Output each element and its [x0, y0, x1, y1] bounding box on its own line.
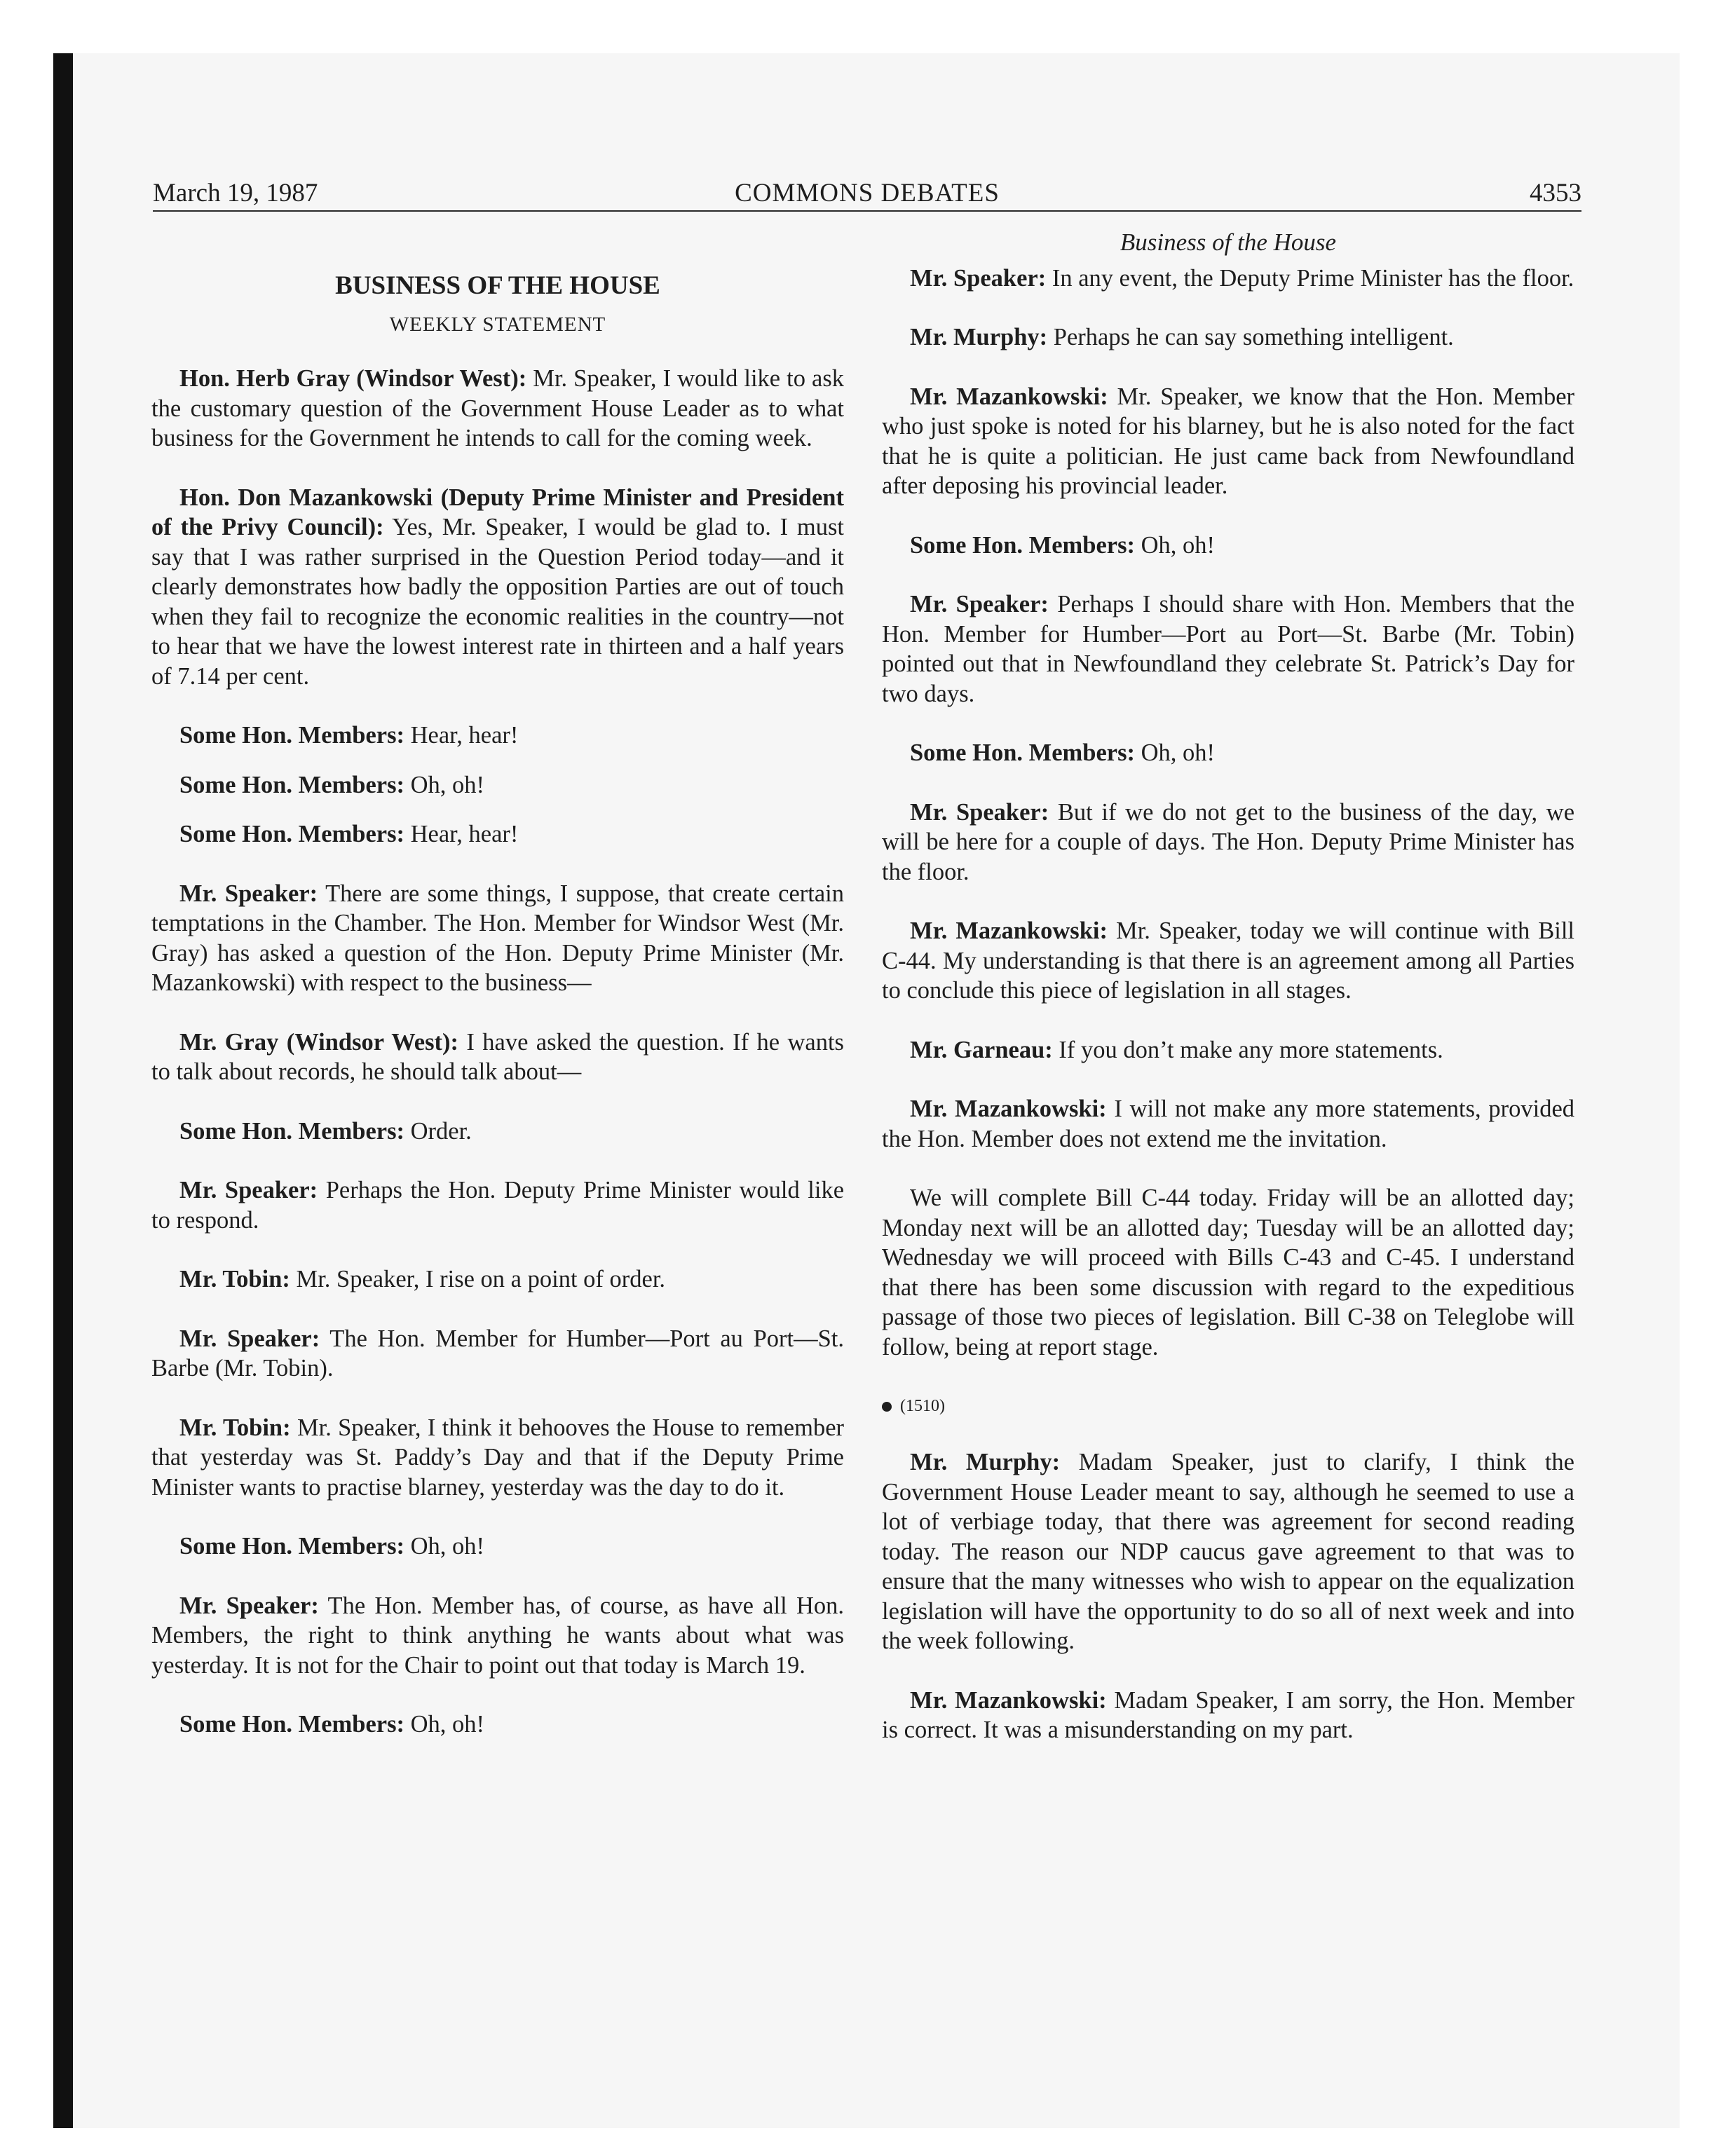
speech-paragraph [151, 1591, 844, 1681]
left-paragraphs [151, 364, 844, 1740]
speech-paragraph [151, 1710, 844, 1740]
speaker-name: Some Hon. Members: [179, 1533, 404, 1560]
left-column [151, 228, 844, 1769]
speech-paragraph [882, 1035, 1574, 1065]
header-title: COMMONS DEBATES [735, 179, 1000, 207]
speaker-name: Some Hon. Members: [179, 722, 404, 749]
speaker-name: Hon. Don Mazankowski (Deputy Prime Minister and President of the Privy Council): [151, 484, 844, 540]
speech-text: Mr. Speaker, today we will continue with Bill C-44. My understanding is that there is an agreement among all Parties to conclude this piece of legislation in all stages. [882, 917, 1574, 1004]
speaker-name: Mr. Murphy: [910, 1449, 1061, 1475]
speech-text: Mr. Speaker, I think it behooves the House to remember that yesterday was St. Paddy’s Day and that if the Deputy Prime Minister wants to practise blarney, yesterday was the day to do it. [151, 1414, 845, 1501]
speaker-name: Mr. Garneau: [910, 1036, 1053, 1063]
time-marker-text: (1510) [900, 1397, 945, 1415]
speech-paragraph [151, 1117, 844, 1147]
speech-paragraph [882, 1183, 1574, 1362]
speech-text: But if we do not get to the business of the day, we will be here for a couple of days. The Hon. Deputy Prime Minister has the floor. [882, 798, 1575, 885]
speech-paragraph [882, 1094, 1574, 1154]
running-head: Business of the House [1120, 228, 1337, 256]
speech-text: Perhaps I should share with Hon. Members that the Hon. Member for Humber—Port au Port—St. Barbe (Mr. Tobin) pointed out that in Newfoundland they celebrate St. Patrick’s Day for two days. [882, 591, 1575, 707]
speech-paragraph [151, 1531, 844, 1562]
section-subtitle: WEEKLY STATEMENT [389, 313, 606, 336]
speech-paragraph [882, 531, 1574, 561]
speech-paragraph [882, 1686, 1574, 1745]
speaker-name: Some Hon. Members: [179, 771, 404, 798]
speech-text: I have asked the question. If he wants to talk about records, he should talk about— [151, 1028, 844, 1085]
speech-paragraph [151, 483, 844, 692]
speech-paragraph [151, 819, 844, 850]
speaker-name: Mr. Mazankowski: [910, 1096, 1107, 1122]
speech-text: Oh, oh! [410, 1711, 485, 1738]
speaker-name: Some Hon. Members: [179, 1711, 404, 1738]
speaker-name: Mr. Tobin: [179, 1266, 290, 1292]
speech-text: I will not make any more statements, provided the Hon. Member does not extend me the invitation. [882, 1096, 1575, 1152]
speech-text: The Hon. Member for Humber—Port au Port—St. Barbe (Mr. Tobin). [151, 1325, 844, 1381]
speaker-name: Mr. Mazankowski: [910, 383, 1108, 410]
binding-edge [53, 53, 73, 2128]
speech-paragraph [151, 879, 844, 998]
speech-paragraph [151, 1324, 844, 1384]
speaker-name: Mr. Speaker: [910, 591, 1049, 618]
speaker-name: Some Hon. Members: [910, 531, 1135, 559]
speaker-name: Some Hon. Members: [910, 739, 1135, 766]
section-title: BUSINESS OF THE HOUSE [335, 271, 660, 300]
speaker-name: Mr. Speaker: [179, 1325, 320, 1352]
speech-text: Oh, oh! [410, 1533, 485, 1560]
speech-text: Yes, Mr. Speaker, I would be glad to. I must say that I was rather surprised in the Question Period today—and it clearly demonstrates how badly the opposition Parties are out of touch when they fail to recognize the economic realities in the country—not to hear that we have the lowest interest rate in thirteen and a half years of 7.14 per cent. [151, 514, 844, 690]
page-header [153, 177, 1581, 212]
speech-paragraph [151, 1413, 844, 1503]
speech-text: Oh, oh! [410, 771, 485, 798]
speech-text: Mr. Speaker, we know that the Hon. Member who just spoke is noted for his blarney, but he is also noted for the fact that he is quite a politician. He just came back from Newfoundland after deposing his provincial leader. [882, 383, 1575, 499]
time-marker [882, 1391, 1574, 1421]
header-date: March 19, 1987 [153, 179, 318, 207]
speech-text: Madam Speaker, I am sorry, the Hon. Member is correct. It was a misunderstanding on my part. [882, 1686, 1574, 1743]
speech-text: Perhaps he can say something intelligent. [1053, 324, 1454, 350]
speech-paragraph [151, 721, 844, 751]
speech-text: Madam Speaker, just to clarify, I think the Government House Leader meant to say, although he seemed to use a lot of verbiage today, that there was agreement for second reading today. The reason our NDP caucus gave agreement to that was to ensure that the many witnesses who wish to appear on the equalization legislation will have the opportunity to do so all of next week and into the week following. [882, 1449, 1574, 1654]
speech-paragraph [151, 1028, 844, 1087]
speaker-name: Some Hon. Members: [179, 821, 404, 847]
speaker-name: Mr. Gray (Windsor West): [179, 1028, 459, 1056]
speaker-name: Mr. Speaker: [910, 264, 1047, 292]
speech-paragraph [151, 1264, 844, 1295]
speech-text: The Hon. Member has, of course, as have all Hon. Members, the right to think anything he wants about what was yesterday. It is not for the Chair to point out that today is March 19. [151, 1592, 844, 1679]
speaker-name: Mr. Mazankowski: [910, 917, 1108, 944]
speech-text: Hear, hear! [410, 722, 519, 749]
speech-text: Mr. Speaker, I would like to ask the customary question of the Government House Leader as to what business for the Government he intends to call for the coming week. [151, 365, 845, 451]
speaker-name: Mr. Tobin: [179, 1414, 291, 1441]
header-page-number: 4353 [1530, 179, 1581, 207]
speaker-name: Mr. Speaker: [179, 1592, 319, 1619]
speaker-name: Mr. Mazankowski: [910, 1686, 1107, 1714]
right-paragraphs-a [882, 264, 1574, 1363]
speaker-name: Hon. Herb Gray (Windsor West): [179, 365, 527, 392]
speech-paragraph [882, 916, 1574, 1006]
speech-text: Oh, oh! [1141, 739, 1216, 766]
speech-text: In any event, the Deputy Prime Minister has the floor. [1052, 264, 1574, 292]
speech-paragraph [882, 738, 1574, 768]
speech-paragraph [882, 322, 1574, 353]
speech-text: Perhaps the Hon. Deputy Prime Minister would like to respond. [151, 1177, 845, 1234]
speech-text: Hear, hear! [410, 821, 519, 847]
speech-paragraph [882, 1447, 1574, 1656]
speech-paragraph [151, 1175, 844, 1235]
right-column [882, 228, 1574, 1775]
speech-text: There are some things, I suppose, that create certain temptations in the Chamber. The Hon. Member for Windsor West (Mr. Gray) has asked a question of the Hon. Deputy Prime Minister (Mr. Mazankowski) with respect to the business— [151, 880, 844, 996]
speech-paragraph [151, 770, 844, 800]
speaker-name: Mr. Speaker: [910, 798, 1049, 826]
speech-paragraph [882, 382, 1574, 501]
speaker-name: Mr. Murphy: [910, 324, 1048, 350]
speaker-name: Some Hon. Members: [179, 1117, 404, 1145]
bullet-icon [882, 1402, 892, 1412]
speech-text: Oh, oh! [1141, 531, 1216, 559]
speech-text: If you don’t make any more statements. [1059, 1036, 1443, 1063]
right-paragraphs-b [882, 1447, 1574, 1745]
speech-paragraph [882, 589, 1574, 709]
speech-paragraph [151, 364, 844, 453]
speech-text: Mr. Speaker, I rise on a point of order. [296, 1266, 666, 1292]
speech-text: We will complete Bill C-44 today. Friday will be an allotted day; Monday next will be an allotted day; Tuesday will be an allotted day; Wednesday we will proceed with Bills C-43 and C-45. I understand that there has been some discussion with regard to the expeditious passage of those two pieces of legislation. Bill C-38 on Teleglobe will follow, being at report stage. [882, 1185, 1574, 1360]
speech-paragraph [882, 264, 1574, 294]
speech-paragraph [882, 798, 1574, 887]
speech-text: Order. [410, 1117, 472, 1145]
speaker-name: Mr. Speaker: [179, 880, 318, 907]
speaker-name: Mr. Speaker: [179, 1177, 318, 1203]
